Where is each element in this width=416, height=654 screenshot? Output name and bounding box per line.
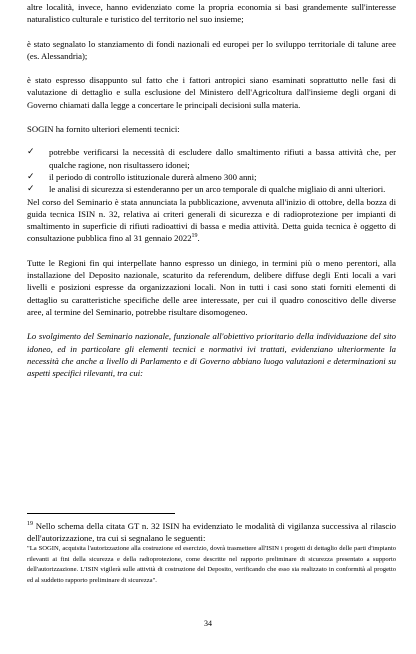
- list-item-text: le analisi di sicurezza si estenderanno per un arco temporale di qualche migliaio di anni ulteriori.: [49, 184, 386, 195]
- list-item-text: il periodo di controllo istituzionale durerà almeno 300 anni;: [49, 171, 257, 182]
- paragraph-regions: Tutte le Regioni fin qui interpellate hanno espresso un diniego, in termini più o meno perentori, alla installazione del Deposito nazionale, scaturito da referendum, delibere diffuse degli Enti locali a vari livelli e posizioni espresse da organizzazioni locali. Non in tutti i casi sono stati forniti elementi di dettaglio su caratteristiche specifiche delle aree interessate, per cui il quadro conoscitivo delle diverse aree, al termine del Seminario, potrebbe risultare disomogeneo.: [27, 257, 396, 317]
- footnote: [27, 520, 396, 586]
- paragraph-end-punctuation: .: [197, 233, 200, 244]
- paragraph-anthropic-factors: è stato espresso disappunto sul fatto che i fattori antropici siano esaminati soprattutto nelle fasi di valutazione di dettaglio e sulla esclusione del Ministero dell'Agricoltura dall'insieme degli organi di Governo chiamati dalla legge a concertare le principali decisioni sulla materia.: [27, 75, 396, 110]
- list-item: [27, 146, 396, 171]
- list-item: [27, 171, 396, 183]
- footnote-lead-text: Nello schema della citata GT n. 32 ISIN ha evidenziato le modalità di vigilanza successiva al rilascio dell'autorizzazione, tra cui si segnalano le seguenti:: [27, 521, 396, 543]
- paragraph-sogin-intro: SOGIN ha fornito ulteriori elementi tecnici:: [27, 124, 180, 135]
- checkmark-icon: ✓: [27, 171, 35, 182]
- footnote-divider: [27, 513, 175, 514]
- footnote-lead: [27, 520, 396, 544]
- paragraph-conclusion: Lo svolgimento del Seminario nazionale, funzionale all'obiettivo prioritario della individuazione del sito idoneo, ed in particolare gli elementi tecnici e normativi ivi trattati, evidenziano ulteriormente la necessità che anche a livello di Parlamento e di Governo abbiano luogo valutazioni e determinazioni su aspetti specifici rilevanti, tra cui:: [27, 331, 396, 379]
- footnote-quote: "La SOGIN, acquisita l'autorizzazione alla costruzione ed esercizio, dovrà trasmettere all'ISIN i progetti di dettaglio delle parti d'impianto rilevanti ai fini della sicurezza e della radioprotezione, come descritte nel rapporto preliminare di sicurezza presentato a supporto dell'autorizzazione. L'ISIN vigilerà sulle attività di costruzione del Deposito, verificando che esso sia realizzato in conformità al progetto ed al suddetto rapporto preliminare di sicurezza".: [27, 545, 396, 584]
- paragraph-funding: è stato segnalato lo stanziamento di fondi nazionali ed europei per lo sviluppo territoriale di talune aree (es. Alessandria);: [27, 38, 396, 61]
- page-number: 34: [204, 619, 212, 628]
- technical-elements-list: [27, 146, 396, 195]
- paragraph-seminar-guide-text: Nel corso del Seminario è stata annunciata la pubblicazione, avvenuta all'inizio di ottobre, della bozza di guida tecnica ISIN n. 32, relativa ai criteri generali di sicurezza e di radioprotezione per impianti di smaltimento in superficie di rifiuti radioattivi di bassa e media attività. Detta guida tecnica è oggetto di consultazione pubblica fino al 31 gennaio 2022: [27, 196, 396, 244]
- list-item-text: potrebbe verificarsi la necessità di escludere dallo smaltimento rifiuti a bassa attività che, per qualche ragione, non risultassero idonei;: [49, 147, 396, 170]
- paragraph-local-economy: altre località, invece, hanno evidenziato come la propria economia si basi grandemente sull'interesse naturalistico culturale e turistico del territorio nel suo insieme;: [27, 2, 396, 25]
- checkmark-icon: ✓: [27, 184, 35, 195]
- footnote-reference[interactable]: 19: [191, 233, 198, 240]
- paragraph-seminar-guide: [27, 196, 396, 245]
- footnote-number: 19: [27, 521, 33, 528]
- list-item: [27, 183, 396, 195]
- checkmark-icon: ✓: [27, 147, 35, 158]
